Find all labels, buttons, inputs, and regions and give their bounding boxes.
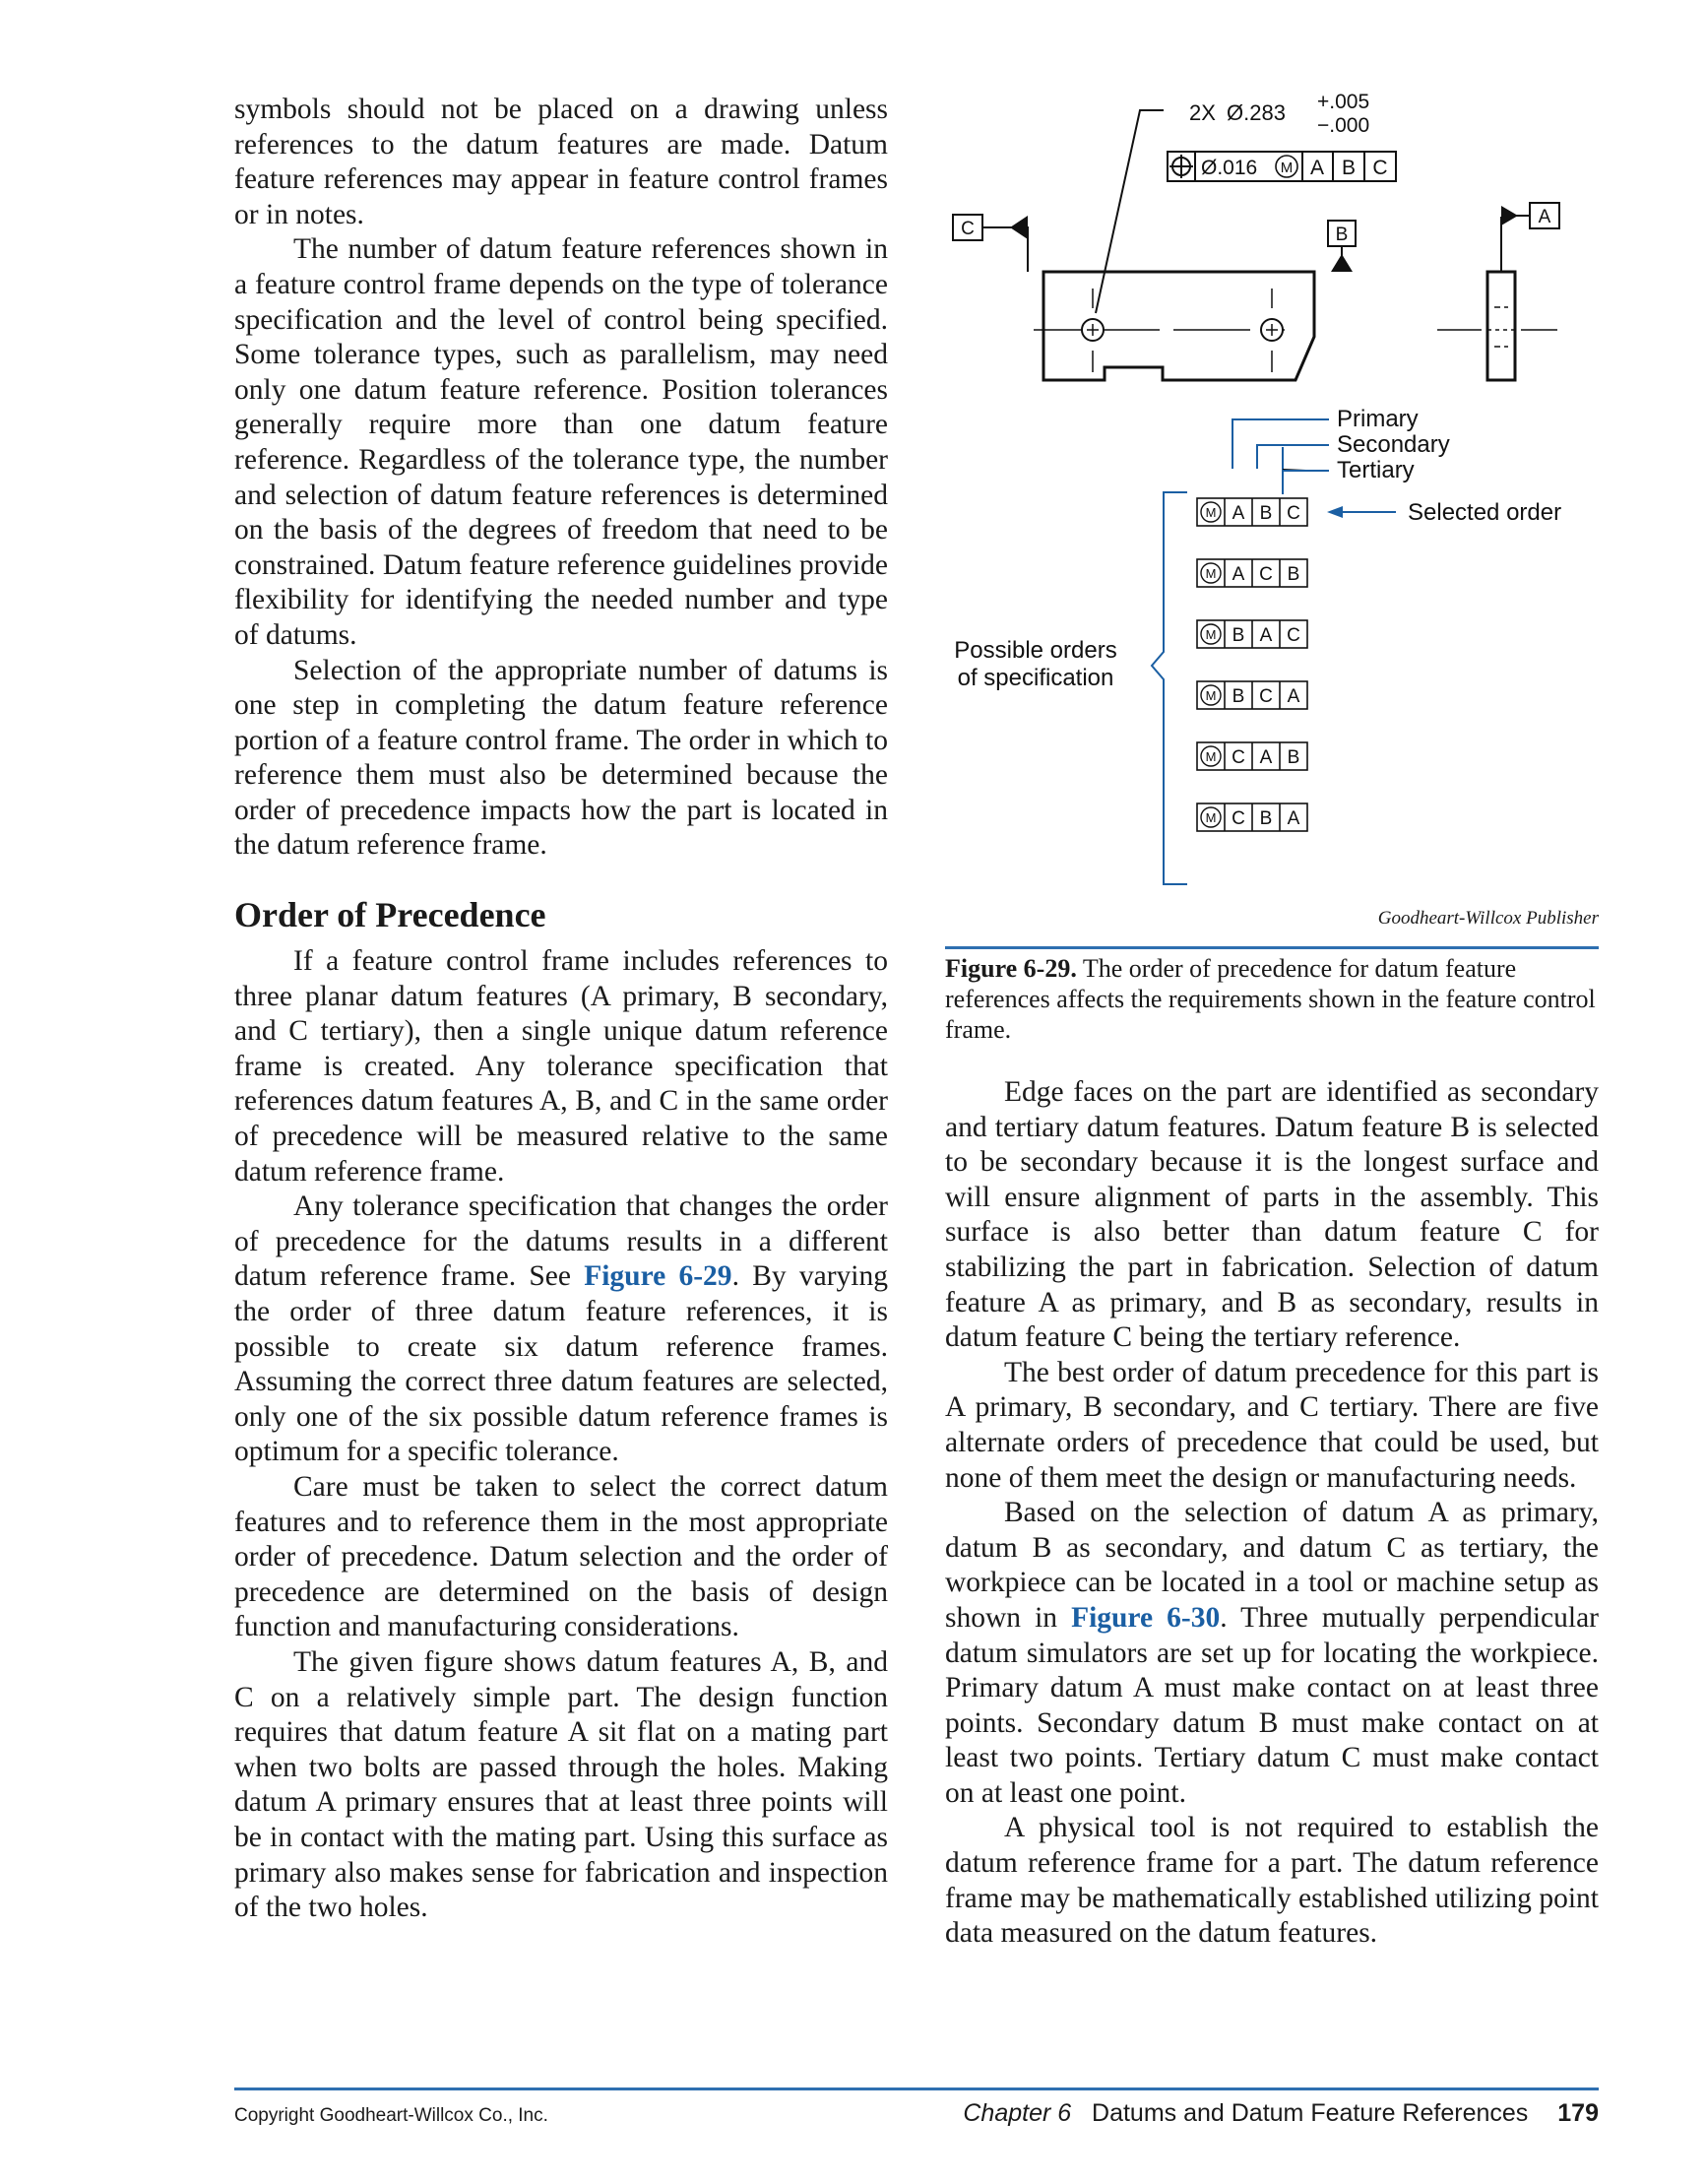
figure-drawing — [945, 87, 1599, 933]
tolerance-minus: −.000 — [1317, 114, 1370, 137]
paragraph: Selection of the appropriate number of datums is one step in completing the datum feature reference portion of a feature control frame. The order in which to reference them must also be determined because the order of precedence impacts how the part is located in the datum reference frame. — [234, 654, 888, 862]
caption-rule — [945, 946, 1599, 949]
feature-control-frame — [1168, 152, 1396, 181]
order-datum-letter: A — [1232, 564, 1245, 585]
order-datum-letter: C — [1232, 747, 1245, 768]
order-modifier: M — [1205, 566, 1217, 581]
label-primary: Primary — [1337, 406, 1419, 432]
order-datum-letter: C — [1287, 503, 1300, 524]
order-frame — [1197, 620, 1307, 648]
fcf-modifier: M — [1280, 160, 1294, 176]
label-of-specification: of specification — [957, 665, 1114, 691]
text-run: . Three mutually perpendicular datum simulators are set up for locating the workpiece. Primary datum A must make contact on at least three points. Secondary datum B must make contact on at least two points. Tertiary datum C must make contact on at least one point. — [945, 1601, 1599, 1809]
fcf-tolerance: Ø.016 — [1201, 157, 1258, 179]
order-modifier: M — [1205, 810, 1217, 825]
running-footer — [963, 2099, 1599, 2128]
section-heading: Order of Precedence — [234, 895, 546, 935]
fcf-datum-a: A — [1309, 157, 1325, 179]
precedence-leaders — [1232, 419, 1329, 471]
chapter-title: Datums and Datum Feature References — [1092, 2099, 1529, 2127]
callout-leader — [1096, 110, 1164, 313]
tolerance-plus: +.005 — [1317, 91, 1370, 113]
label-secondary: Secondary — [1337, 431, 1450, 458]
order-datum-letter: B — [1287, 747, 1300, 768]
paragraph: The best order of datum precedence for this part is A primary, B secondary, and C tertiary. There are five alternate orders of precedence that could be used, but none of them meet the design or manufacturing needs. — [945, 1356, 1599, 1494]
order-modifier: M — [1205, 688, 1217, 703]
order-frame — [1197, 742, 1307, 770]
paragraph: The given figure shows datum features A, B, and C on a relatively simple part. The design function requires that datum feature A sit flat on a mating part when two bolts are passed through the holes. Making datum A primary ensures that at least three points will be in contact with the mating part. Using this surface as primary also makes sense for fabrication and inspection of the two holes. — [234, 1645, 888, 1924]
text-run: . By varying the order of three datum feature references, it is possible to create six datum reference frames. Assuming the correct three datum features are selected, only one of the six possible datum reference frames is optimum for a specific tolerance. — [234, 1260, 888, 1468]
caption-label: Figure 6-29. — [945, 954, 1077, 983]
footer-rule — [234, 2088, 1599, 2090]
datum-c-letter: C — [961, 219, 975, 239]
order-datum-letter: C — [1232, 808, 1245, 829]
orders-list — [1197, 498, 1307, 831]
order-frame — [1197, 803, 1307, 831]
figure-link[interactable]: Figure 6-29 — [584, 1260, 732, 1293]
order-datum-letter: B — [1232, 686, 1245, 707]
paragraph — [945, 1496, 1599, 1811]
selected-arrow-head — [1327, 506, 1343, 518]
chapter-number: Chapter 6 — [963, 2099, 1072, 2127]
paragraph: If a feature control frame includes references to three planar datum features (A primary, B secondary, and C tertiary), then a single unique datum reference frame is created. Any tolerance specification that references datum features A, B, and C in the same order of precedence will be measured relative to the same datum reference frame. — [234, 945, 888, 1188]
datum-a-letter: A — [1538, 207, 1551, 227]
label-possible-orders: Possible orders — [954, 637, 1117, 664]
text-run: Any tolerance specification that changes the order of precedence for the datums results in a different datum reference frame. See — [234, 1190, 888, 1293]
left-column — [234, 93, 888, 1926]
order-datum-letter: A — [1287, 808, 1300, 829]
paragraph: symbols should not be placed on a drawing unless references to the datum features are made. Datum feature references may appear in feature control frames or in notes. — [234, 94, 888, 230]
datum-b-symbol — [1328, 221, 1356, 272]
figure-6-29 — [945, 87, 1599, 933]
order-datum-letter: A — [1259, 625, 1273, 646]
datum-b-letter: B — [1335, 225, 1349, 245]
part-side-view — [1487, 272, 1515, 380]
order-modifier: M — [1205, 749, 1217, 764]
page-number: 179 — [1557, 2099, 1599, 2127]
figure-caption — [945, 953, 1599, 1045]
order-datum-letter: A — [1232, 503, 1245, 524]
order-datum-letter: C — [1259, 686, 1273, 707]
datum-a-symbol — [1501, 203, 1559, 228]
paragraph: A physical tool is not required to establish the datum reference frame for a part. The datum reference frame may be mathematically established utilizing point data measured on the datum features. — [945, 1812, 1599, 1950]
order-datum-letter: C — [1259, 564, 1273, 585]
figure-credit: Goodheart-Willcox Publisher — [1377, 908, 1599, 929]
orders-bracket — [1152, 492, 1187, 884]
paragraph: The number of datum feature references shown in a feature control frame depends on the type of tolerance specification and the level of control being specified. Some tolerance types, such as parallelism, may need only one datum feature reference. Position tolerances generally require more than one datum feature reference. Regardless of the tolerance type, the number and selection of datum feature references is determined on the basis of the degrees of freedom that need to be constrained. Datum feature reference guidelines provide flexibility for identifying the needed number and type of datums. — [234, 233, 888, 651]
label-selected-order: Selected order — [1408, 499, 1562, 526]
order-datum-letter: A — [1259, 747, 1273, 768]
order-datum-letter: B — [1287, 564, 1300, 585]
caption-text: The order of precedence for datum feature references affects the requirements shown in the feature control frame. — [945, 954, 1596, 1044]
order-frame — [1197, 559, 1307, 587]
center-lines — [1034, 289, 1557, 372]
order-datum-letter: C — [1287, 625, 1300, 646]
order-modifier: M — [1205, 505, 1217, 520]
order-frame — [1197, 498, 1307, 526]
figure-link[interactable]: Figure 6-30 — [1071, 1601, 1221, 1634]
fcf-datum-c: C — [1372, 157, 1388, 179]
order-datum-letter: B — [1259, 503, 1273, 524]
paragraph: Care must be taken to select the correct datum features and to reference them in the most appropriate order of precedence. Datum selection and the order of precedence are determined on the basis of design function and manufacturing considerations. — [234, 1470, 888, 1643]
label-tertiary: Tertiary — [1337, 457, 1415, 483]
right-column — [945, 1075, 1599, 1952]
order-modifier: M — [1205, 627, 1217, 642]
paragraph: Edge faces on the part are identified as secondary and tertiary datum features. Datum feature B is selected to be secondary because it is the longest surface and will ensure alignment of parts in the assembly. This surface is also better than datum feature C for stabilizing the part in fabrication. Selection of datum feature A as primary, and B as secondary, results in datum feature C being the tertiary reference. — [945, 1076, 1599, 1354]
copyright: Copyright Goodheart-Willcox Co., Inc. — [234, 2105, 548, 2126]
fcf-datum-b: B — [1341, 157, 1357, 179]
text-run: Based on the selection of datum A as primary, datum B as secondary, and datum C as tertiary, the workpiece can be located in a tool or machine setup as shown in — [945, 1497, 1599, 1634]
order-frame — [1197, 681, 1307, 709]
paragraph — [234, 1189, 888, 1470]
order-datum-letter: B — [1259, 808, 1273, 829]
order-datum-letter: A — [1287, 686, 1300, 707]
hole-quantity: 2X — [1189, 100, 1216, 125]
hole-diameter: Ø.283 — [1227, 100, 1286, 125]
datum-c-symbol — [953, 215, 1028, 240]
order-datum-letter: B — [1232, 625, 1245, 646]
